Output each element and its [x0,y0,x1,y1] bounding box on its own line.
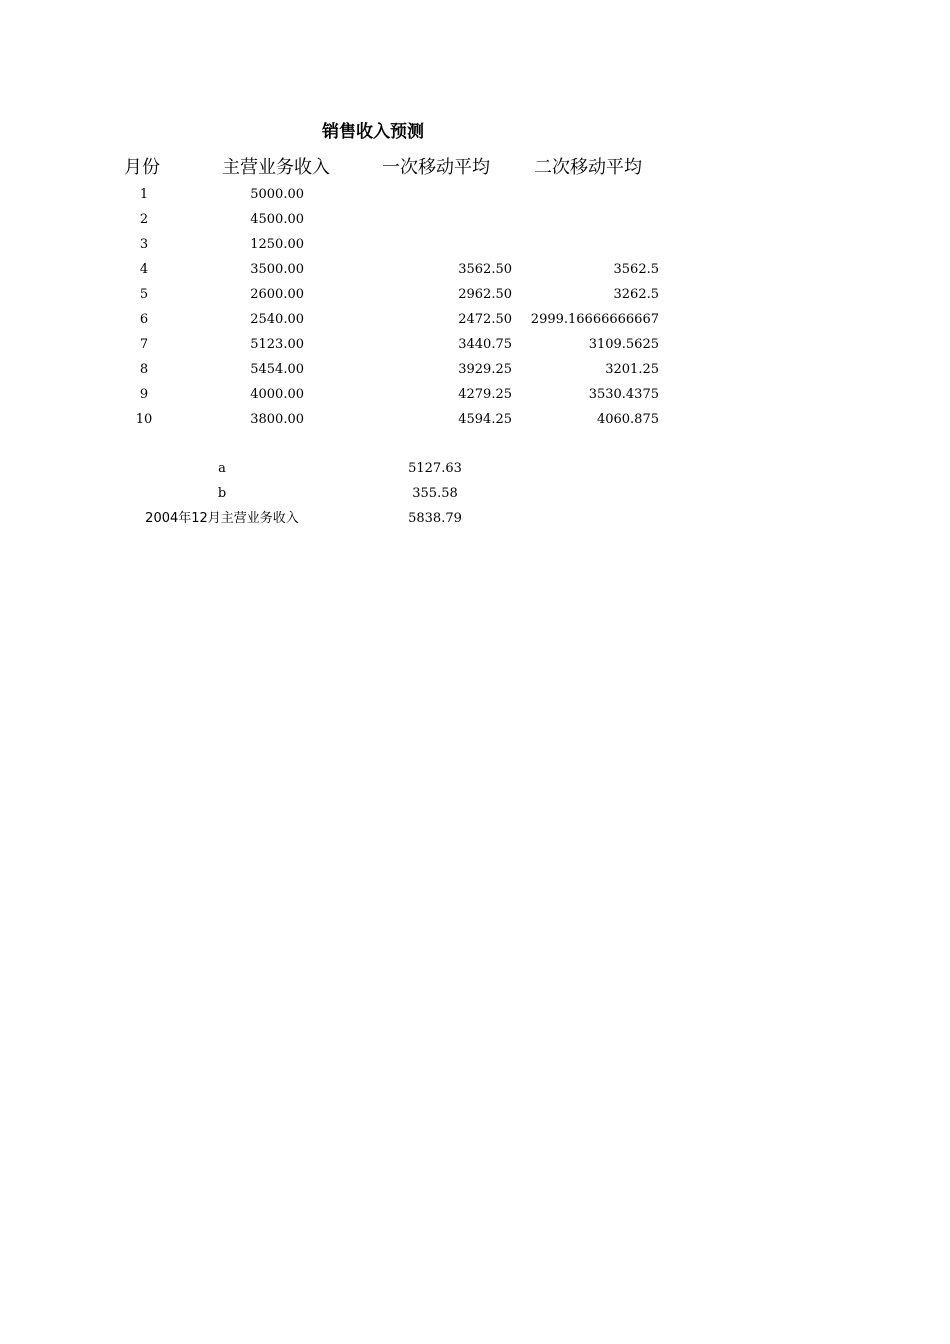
month-cell: 9 [139,387,149,402]
ma2-cell: 3201.25 [605,362,659,377]
revenue-cell: 4000.00 [250,387,304,402]
ma1-cell: 2962.50 [458,287,512,302]
ma2-cell: 3562.5 [613,262,659,277]
ma1-cell: 3562.50 [458,262,512,277]
result-label-a: a [218,461,226,476]
revenue-cell: 4500.00 [250,212,304,227]
column-header-row [0,154,950,182]
ma1-cell: 2472.50 [458,312,512,327]
ma2-cell: 4060.875 [596,412,659,427]
result-row-forecast [0,506,950,531]
month-cell: 8 [139,362,149,377]
table-row [0,382,950,407]
month-cell: 7 [139,337,149,352]
table-row [0,182,950,207]
revenue-cell: 2540.00 [250,312,304,327]
table-row [0,307,950,332]
regression-results [0,456,950,531]
table-row [0,357,950,382]
month-cell: 6 [139,312,149,327]
month-cell: 3 [139,237,149,252]
header-first-moving-average: 一次移动平均 [382,157,490,178]
month-cell: 10 [135,412,153,427]
result-label-forecast: 2004年12月主营业务收入 [145,511,299,526]
table-row [0,282,950,307]
table-row [0,232,950,257]
table-row [0,207,950,232]
table-row [0,332,950,357]
revenue-cell: 3800.00 [250,412,304,427]
ma2-cell: 3109.5625 [588,337,659,352]
result-label-b: b [217,486,227,501]
sheet-title: 销售收入预测 [322,122,424,142]
revenue-cell: 5000.00 [250,187,304,202]
ma2-cell: 3530.4375 [588,387,659,402]
result-value-forecast: 5838.79 [408,511,462,526]
ma1-cell: 3440.75 [458,337,512,352]
ma2-cell: 2999.16666666667 [530,312,659,327]
result-row-b [0,481,950,506]
month-cell: 2 [139,212,149,227]
header-month: 月份 [124,157,160,178]
month-cell: 4 [139,262,149,277]
revenue-cell: 3500.00 [250,262,304,277]
ma1-cell: 3929.25 [458,362,512,377]
revenue-cell: 5123.00 [250,337,304,352]
ma1-cell: 4594.25 [458,412,512,427]
month-cell: 5 [139,287,149,302]
data-table [0,182,950,432]
result-value-a: 5127.63 [408,461,462,476]
result-value-b: 355.58 [412,486,458,501]
ma1-cell: 4279.25 [458,387,512,402]
revenue-cell: 2600.00 [250,287,304,302]
ma2-cell: 3262.5 [613,287,659,302]
revenue-cell: 5454.00 [250,362,304,377]
month-cell: 1 [139,187,149,202]
table-row [0,407,950,432]
table-row [0,257,950,282]
result-row-a [0,456,950,481]
revenue-cell: 1250.00 [250,237,304,252]
header-revenue: 主营业务收入 [222,157,330,178]
header-second-moving-average: 二次移动平均 [534,157,642,178]
